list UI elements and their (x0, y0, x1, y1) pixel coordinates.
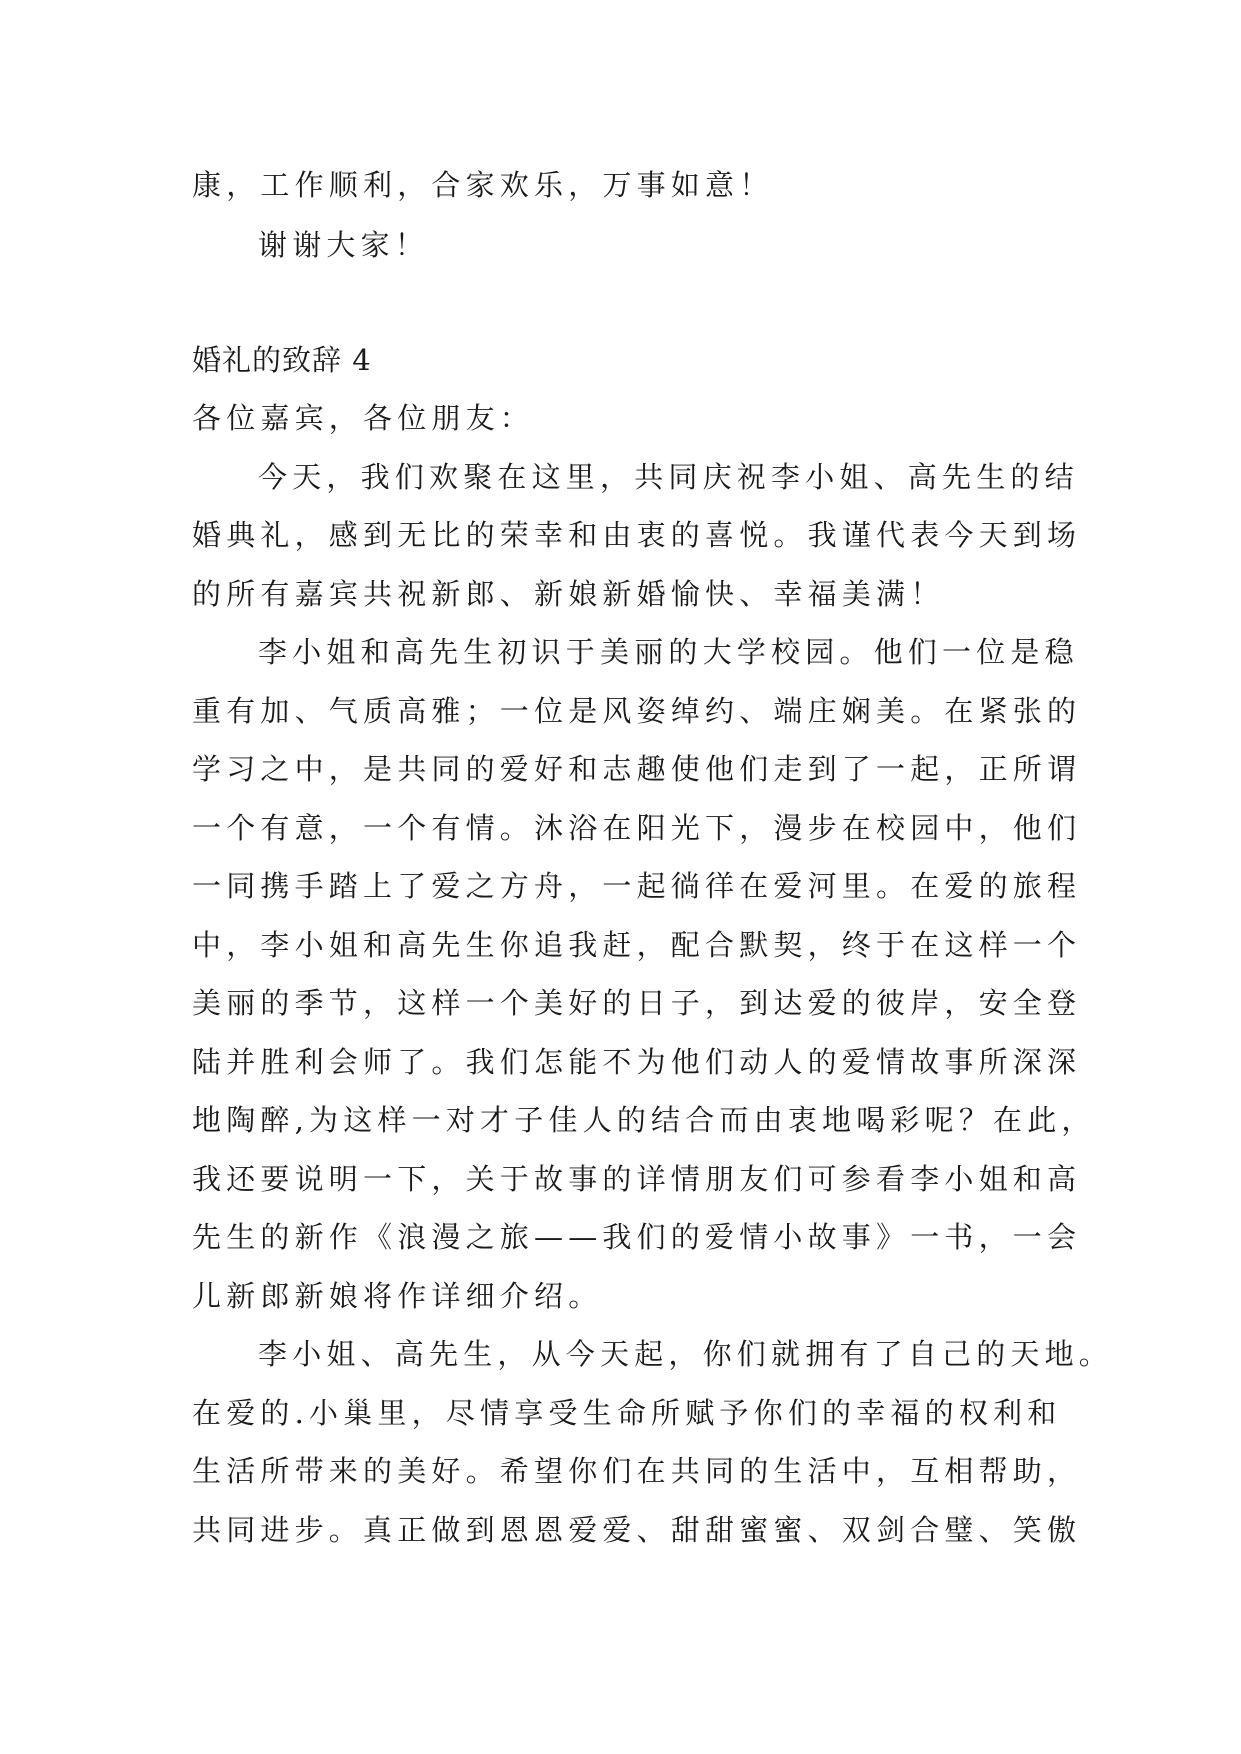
paragraph-line: 李小姐和高先生初识于美丽的大学校园。他们一位是稳 (258, 635, 1079, 669)
closing-line: 谢谢大家！ (258, 228, 430, 262)
paragraph-line: 一同携手踏上了爱之方舟，一起徜徉在爱河里。在爱的旅程 (192, 869, 1082, 903)
paragraph-line: 学习之中，是共同的爱好和志趣使他们走到了一起，正所谓 (192, 752, 1082, 786)
paragraph-line: 先生的新作《浪漫之旅——我们的爱情小故事》一书，一会 (192, 1220, 1082, 1254)
body-line: 康，工作顺利，合家欢乐，万事如意！ (192, 168, 774, 202)
paragraph-line: 地陶醉,为这样一对才子佳人的结合而由衷地喝彩呢？在此， (192, 1103, 1096, 1137)
paragraph-line: 陆并胜利会师了。我们怎能不为他们动人的爱情故事所深深 (192, 1045, 1082, 1079)
paragraph-line: 一个有意，一个有情。沐浴在阳光下，漫步在校园中，他们 (192, 811, 1082, 845)
paragraph-line: 重有加、气质高雅；一位是风姿绰约、端庄娴美。在紧张的 (192, 694, 1082, 728)
paragraph-line: 李小姐、高先生，从今天起，你们就拥有了自己的天地。 (258, 1337, 1114, 1371)
paragraph-line: 儿新郎新娘将作详细介绍。 (192, 1279, 603, 1313)
section-title: 婚礼的致辞 4 (192, 343, 372, 377)
paragraph-line: 今天，我们欢聚在这里，共同庆祝李小姐、高先生的结 (258, 460, 1079, 494)
paragraph-line: 中，李小姐和高先生你追我赶，配合默契，终于在这样一个 (192, 928, 1082, 962)
paragraph-line: 婚典礼，感到无比的荣幸和由衷的喜悦。我谨代表今天到场 (192, 518, 1082, 552)
paragraph-line: 生活所带来的美好。希望你们在共同的生活中，互相帮助， (192, 1454, 1082, 1488)
paragraph-line: 美丽的季节，这样一个美好的日子，到达爱的彼岸，安全登 (192, 986, 1082, 1020)
salutation: 各位嘉宾，各位朋友： (192, 401, 535, 435)
paragraph-line: 我还要说明一下，关于故事的详情朋友们可参看李小姐和高 (192, 1162, 1082, 1196)
paragraph-line: 的所有嘉宾共祝新郎、新娘新婚愉快、幸福美满！ (192, 577, 945, 611)
paragraph-line: 共同进步。真正做到恩恩爱爱、甜甜蜜蜜、双剑合璧、笑傲 (192, 1513, 1082, 1547)
paragraph-line: 在爱的.小巢里，尽情享受生命所赋予你们的幸福的权利和 (192, 1396, 1062, 1430)
